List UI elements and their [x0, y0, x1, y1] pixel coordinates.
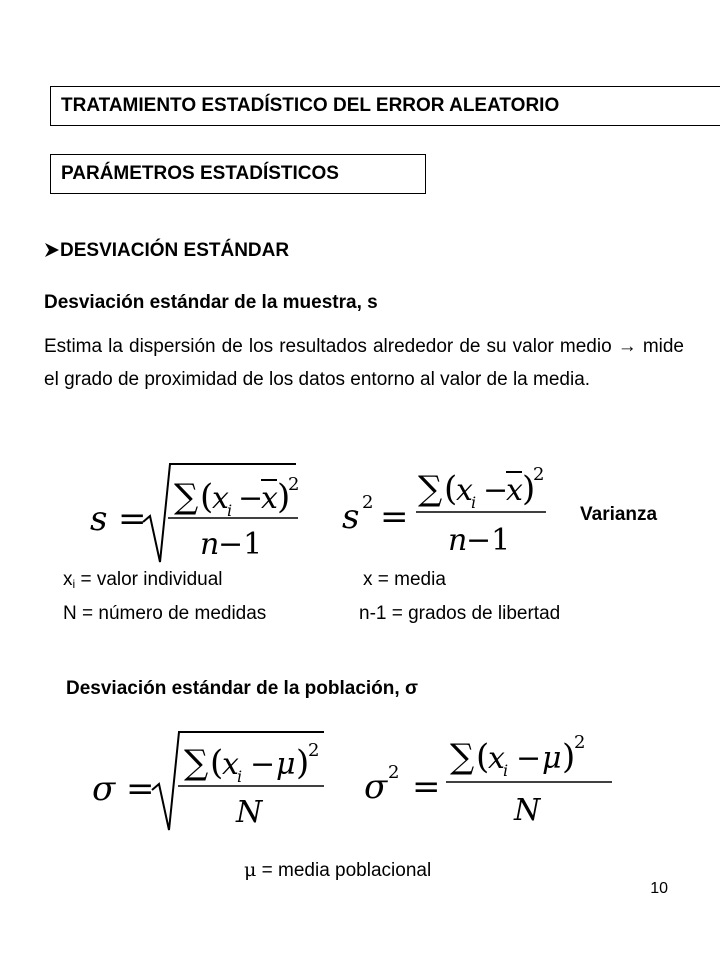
- svg-text:−1: −1: [218, 527, 263, 562]
- title-text: TRATAMIENTO ESTADÍSTICO DEL ERROR ALEATORIO: [61, 95, 560, 116]
- population-std-formula: [92, 724, 332, 834]
- svg-text:μ: μ: [276, 747, 296, 782]
- svg-text:−: −: [238, 481, 264, 516]
- sample-std-formula: [88, 456, 303, 566]
- page-number: 10: [650, 880, 668, 897]
- svg-text:−: −: [516, 741, 542, 776]
- section-heading-text: DESVIACIÓN ESTÁNDAR: [60, 240, 290, 261]
- svg-text:=: =: [380, 497, 409, 537]
- svg-text:i: i: [227, 501, 233, 520]
- legend-N: N = número de medidas: [63, 603, 267, 624]
- svg-text:s: s: [342, 497, 360, 537]
- subtitle-text: PARÁMETROS ESTADÍSTICOS: [61, 163, 339, 184]
- svg-text:x: x: [212, 481, 229, 516]
- variance-label: Varianza: [580, 504, 658, 525]
- svg-text:∑: ∑: [184, 743, 209, 783]
- mu-text: = media poblacional: [256, 860, 432, 881]
- sample-variance-formula: [340, 452, 555, 562]
- svg-text:(: (: [210, 743, 224, 783]
- svg-text:2: 2: [362, 492, 374, 513]
- svg-text:2: 2: [288, 474, 300, 495]
- legend-xi-sub: i: [72, 577, 76, 591]
- svg-text:x: x: [261, 481, 278, 516]
- svg-text:(: (: [444, 469, 458, 509]
- svg-text:2: 2: [388, 762, 400, 783]
- svg-text:N: N: [514, 793, 541, 828]
- svg-text:=: =: [118, 499, 147, 539]
- paragraph-part1: Estima la dispersión de los resultados alrededor de su valor medio: [44, 336, 612, 357]
- legend-xi: [63, 569, 223, 591]
- svg-text:2: 2: [574, 732, 586, 753]
- svg-text:s: s: [90, 499, 108, 539]
- svg-text:2: 2: [308, 740, 320, 761]
- svg-text:N: N: [236, 795, 263, 830]
- svg-text:=: =: [412, 767, 441, 807]
- svg-text:): ): [277, 477, 291, 517]
- svg-text:2: 2: [533, 464, 545, 485]
- svg-text:n: n: [200, 527, 220, 562]
- svg-text:∑: ∑: [174, 477, 199, 517]
- title-box: [50, 86, 720, 126]
- population-heading: Desviación estándar de la población, σ: [66, 678, 418, 699]
- svg-text:i: i: [237, 767, 243, 786]
- svg-text:σ: σ: [92, 769, 116, 809]
- svg-text:x: x: [456, 473, 473, 508]
- legend-dof: n-1 = grados de libertad: [359, 603, 561, 624]
- svg-text:μ: μ: [542, 741, 562, 776]
- svg-text:): ): [562, 737, 576, 777]
- svg-text:=: =: [126, 769, 155, 809]
- paragraph-part2: mide el grado de proximidad de los datos entorno al valor de la media.: [44, 336, 684, 390]
- arrow-bullet-icon: [44, 242, 60, 258]
- svg-text:(: (: [476, 737, 490, 777]
- subtitle-box: [50, 154, 426, 194]
- sample-heading: Desviación estándar de la muestra, s: [44, 292, 378, 313]
- svg-text:x: x: [488, 741, 505, 776]
- svg-text:): ): [296, 743, 310, 783]
- mu-symbol: μ: [244, 859, 257, 881]
- legend-xbar: x = media: [363, 569, 446, 590]
- svg-text:(: (: [200, 477, 214, 517]
- arrow-right-icon: →: [617, 336, 637, 357]
- svg-text:x: x: [222, 747, 239, 782]
- legend-xi-var: x: [63, 569, 73, 590]
- mu-legend: [244, 859, 431, 882]
- svg-text:i: i: [503, 761, 509, 780]
- svg-text:−: −: [250, 747, 276, 782]
- legend-xi-text: = valor individual: [75, 569, 223, 590]
- description-paragraph: [44, 330, 684, 396]
- svg-text:σ: σ: [364, 767, 388, 807]
- svg-text:∑: ∑: [418, 469, 443, 509]
- svg-text:n: n: [448, 523, 468, 558]
- section-heading: [44, 240, 289, 262]
- svg-text:i: i: [471, 493, 477, 512]
- svg-text:−: −: [483, 473, 509, 508]
- svg-text:∑: ∑: [450, 737, 475, 777]
- svg-text:): ): [522, 469, 536, 509]
- population-variance-formula: [362, 720, 622, 830]
- svg-text:−1: −1: [466, 523, 511, 558]
- svg-text:x: x: [506, 473, 523, 508]
